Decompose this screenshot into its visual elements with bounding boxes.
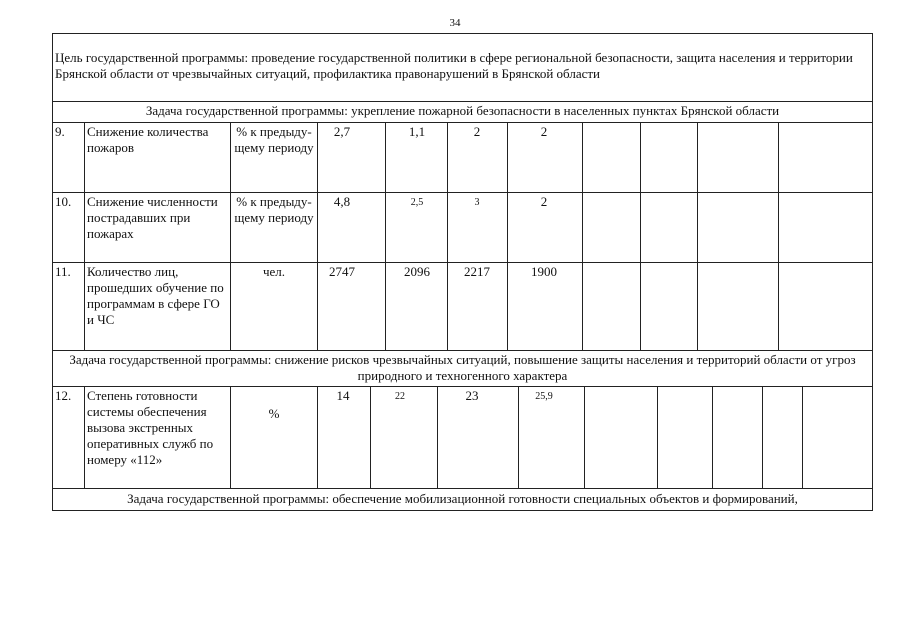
indicator-name: Количество лиц, прошедших обучение по программам в сфере ГО и ЧС bbox=[87, 264, 224, 327]
column-divider bbox=[584, 386, 585, 488]
value-cell: 1,1 bbox=[408, 124, 426, 139]
column-divider bbox=[230, 386, 231, 488]
task-fire-safety: Задача государственной программы: укрепление пожарной безопасности в населенных пунктах Брянской области bbox=[145, 103, 780, 118]
column-divider bbox=[697, 122, 698, 350]
column-divider bbox=[437, 386, 438, 488]
task-mobilization: Задача государственной программы: обеспечение мобилизационной готовности специальных объектов и формирований, bbox=[127, 491, 798, 506]
column-divider bbox=[317, 122, 318, 350]
value-cell: 2,5 bbox=[410, 197, 424, 208]
row-divider bbox=[52, 350, 873, 351]
value-cell: 4,8 bbox=[333, 194, 351, 209]
column-divider bbox=[657, 386, 658, 488]
value-cell: 2096 bbox=[404, 264, 430, 279]
value-cell: 2 bbox=[540, 124, 548, 139]
column-divider bbox=[582, 122, 583, 350]
row-number: 9. bbox=[55, 124, 65, 139]
row-number: 12. bbox=[55, 388, 72, 403]
task-divider bbox=[52, 386, 873, 387]
column-divider bbox=[712, 386, 713, 488]
indicator-name: Снижение количества пожаров bbox=[87, 124, 209, 155]
row-divider bbox=[52, 262, 873, 263]
column-divider bbox=[84, 122, 85, 350]
value-cell: 22 bbox=[395, 391, 405, 402]
column-divider bbox=[507, 122, 508, 350]
column-divider bbox=[370, 386, 371, 488]
page-number: 34 bbox=[449, 17, 461, 29]
task-emergency-risk: Задача государственной программы: снижение рисков чрезвычайных ситуаций, повышение защиты населения и территорий области от угроз природного и техногенного характера bbox=[69, 352, 856, 383]
value-cell: 1900 bbox=[531, 264, 557, 279]
indicator-unit: % bbox=[268, 406, 280, 421]
column-divider bbox=[385, 122, 386, 350]
indicator-unit: % к предыду-щему периоду bbox=[234, 124, 314, 155]
indicators-table bbox=[52, 33, 873, 511]
value-cell: 14 bbox=[336, 388, 350, 403]
value-cell: 2217 bbox=[464, 264, 490, 279]
column-divider bbox=[802, 386, 803, 488]
indicator-unit: % к предыду-щему периоду bbox=[234, 194, 314, 225]
column-divider bbox=[447, 122, 448, 350]
column-divider bbox=[762, 386, 763, 488]
value-cell: 2,7 bbox=[333, 124, 351, 139]
value-cell: 3 bbox=[474, 197, 480, 208]
goal-divider bbox=[52, 101, 873, 102]
value-cell: 25,9 bbox=[535, 391, 553, 402]
value-cell: 23 bbox=[465, 388, 479, 403]
row-number: 10. bbox=[55, 194, 72, 209]
indicator-name: Степень готовности системы обеспечения вызова экстренных оперативных служб по номеру «112» bbox=[87, 388, 214, 467]
program-goal: Цель государственной программы: проведение государственной политики в сфере региональной безопасности, защита населения и территории Брянской области от чрезвычайных ситуаций, профилактика правонарушений в Брянской области bbox=[55, 50, 853, 81]
task-divider bbox=[52, 122, 873, 123]
indicator-unit: чел. bbox=[262, 264, 286, 279]
column-divider bbox=[778, 122, 779, 350]
column-divider bbox=[84, 386, 85, 488]
row-number: 11. bbox=[55, 264, 71, 279]
column-divider bbox=[518, 386, 519, 488]
column-divider bbox=[317, 386, 318, 488]
column-divider bbox=[640, 122, 641, 350]
column-divider bbox=[230, 122, 231, 350]
value-cell: 2 bbox=[473, 124, 481, 139]
indicator-name: Снижение численности пострадавших при пожарах bbox=[87, 194, 218, 241]
value-cell: 2 bbox=[540, 194, 548, 209]
value-cell: 2747 bbox=[329, 264, 355, 279]
row-divider bbox=[52, 192, 873, 193]
row-divider bbox=[52, 488, 873, 489]
